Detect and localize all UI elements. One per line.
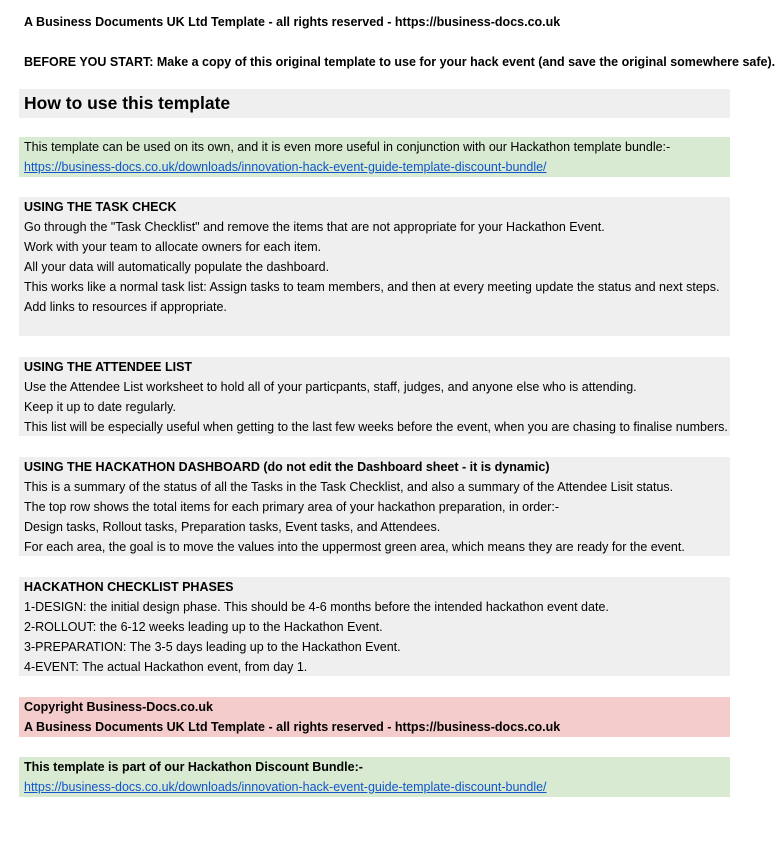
page-title: How to use this template: [24, 93, 231, 113]
title-block: [19, 89, 730, 118]
copyright-header: A Business Documents UK Ltd Template - all rights reserved - https://business-docs.co.uk: [24, 15, 561, 29]
task-check-line: Work with your team to allocate owners for each item.: [24, 240, 322, 254]
phase-line: 3-PREPARATION: The 3-5 days leading up to the Hackathon Event.: [24, 640, 401, 654]
attendee-list-section: [19, 357, 730, 436]
attendee-list-line: Use the Attendee List worksheet to hold all of your particpants, staff, judges, and anyone else who is attending.: [24, 380, 637, 394]
intro-text: This template can be used on its own, and it is even more useful in conjunction with our Hackathon template bundle:-: [24, 140, 671, 154]
dashboard-line: This is a summary of the status of all the Tasks in the Task Checklist, and also a summary of the Attendee Lisit status.: [24, 480, 674, 494]
phase-line: 1-DESIGN: the initial design phase. This should be 4-6 months before the intended hackathon event date.: [24, 600, 609, 614]
task-check-heading: USING THE TASK CHECK: [24, 200, 177, 214]
task-check-line: Add links to resources if appropriate.: [24, 300, 227, 314]
task-check-section: [19, 197, 730, 336]
bundle-block: [19, 757, 730, 797]
intro-bundle-link[interactable]: https://business-docs.co.uk/downloads/innovation-hack-event-guide-template-discount-bundle/: [24, 160, 547, 174]
dashboard-heading: USING THE HACKATHON DASHBOARD (do not edit the Dashboard sheet - it is dynamic): [24, 460, 550, 474]
phase-line: 4-EVENT: The actual Hackathon event, from day 1.: [24, 660, 308, 674]
dashboard-line: For each area, the goal is to move the values into the uppermost green area, which means they are ready for the event.: [24, 540, 685, 554]
attendee-list-line: Keep it up to date regularly.: [24, 400, 176, 414]
intro-block: [19, 137, 730, 177]
task-check-line: Go through the "Task Checklist" and remove the items that are not appropriate for your Hackathon Event.: [24, 220, 605, 234]
phases-section: [19, 577, 730, 676]
task-check-line: All your data will automatically populate the dashboard.: [24, 260, 330, 274]
copyright-line-1: Copyright Business-Docs.co.uk: [24, 700, 213, 714]
copyright-block: [19, 697, 730, 737]
phase-line: 2-ROLLOUT: the 6-12 weeks leading up to the Hackathon Event.: [24, 620, 383, 634]
attendee-list-line: This list will be especially useful when getting to the last few weeks before the event, when you are chasing to finalise numbers.: [24, 420, 728, 434]
attendee-list-heading: USING THE ATTENDEE LIST: [24, 360, 193, 374]
dashboard-line: Design tasks, Rollout tasks, Preparation tasks, Event tasks, and Attendees.: [24, 520, 441, 534]
phases-heading: HACKATHON CHECKLIST PHASES: [24, 580, 234, 594]
before-start-note: BEFORE YOU START: Make a copy of this original template to use for your hack event (and save the original somewhere safe).: [24, 55, 776, 69]
copyright-line-2: A Business Documents UK Ltd Template - all rights reserved - https://business-docs.co.uk: [24, 720, 561, 734]
bundle-link[interactable]: https://business-docs.co.uk/downloads/innovation-hack-event-guide-template-discount-bundle/: [24, 780, 547, 794]
dashboard-section: [19, 457, 730, 556]
bundle-text: This template is part of our Hackathon Discount Bundle:-: [24, 760, 363, 774]
dashboard-line: The top row shows the total items for each primary area of your hackathon preparation, in order:-: [24, 500, 559, 514]
task-check-line: This works like a normal task list: Assign tasks to team members, and then at every meeting update the status and next steps.: [24, 280, 720, 294]
